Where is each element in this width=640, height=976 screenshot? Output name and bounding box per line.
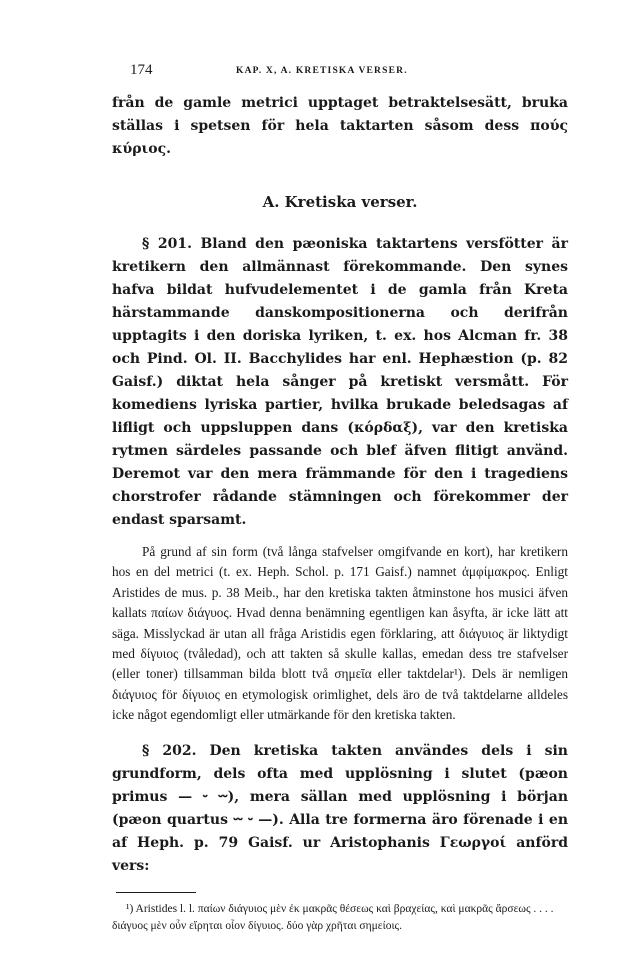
running-title: KAP. X, A. KRETISKA VERSER.	[236, 66, 408, 76]
note-201: På grund af sin form (två långa stafvelser omgifvande en kort), har kretikern hos en del metrici (t. ex. Heph. Schol. p. 171 Gaisf.) namnet ἀμφίμακρος. Enligt Aristides de mus. p. 38 Meib., har den kretiska takten åtminstone hos musici äfven kallats παίων διάγυος. Hvad denna benämning egentligen kan åsyfta, är icke lätt att säga. Misslyckad är utan all fråga Aristidis egen förklaring, att διάγυιος är liktydigt med δίγυιος (tvåledad), och att takten så skulle kallas, emedan dess tre stafvelser (eller toner) tillsamman bilda blott två σημεῖα eller taktdelar¹). Dels är nemligen διάγυιος för δίγυιος en etymologisk orimlighet, dels äro de två taktdelarne alldeles icke något egendomligt eller utmärkande för den kretiska takten.	[112, 544, 568, 723]
footnote-rule	[116, 892, 196, 893]
running-head	[112, 62, 568, 84]
page-number: 174	[130, 62, 153, 78]
paragraph-202: § 202. Den kretiska takten användes dels i sin grundform, dels ofta med upplösning i slutet (pæon primus — ⏑ ⏑⏑), mera sällan med upplösning i början (pæon quartus ⏑⏑ ⏑ —). Alla tre formerna äro förenade i en af Heph. p. 79 Gaisf. ur Aristophanis Γεωργοί anförd vers:	[112, 742, 568, 874]
footnote: ¹) Aristides l. l. παίων διάγυιος μὲν ἐκ μακρᾶς θέσεως καὶ βραχείας, καὶ μακρᾶς ἄρσεως . . . . διάγυος μὲν οὖν εἴρηται οἷον δίγυιος. δύο γὰρ χρῆται σημείοις.	[112, 902, 554, 932]
intro-paragraph: från de gamle metrici upptaget betraktelsesätt, bruka ställas i spetsen för hela taktarten såsom dess πούς κύριος.	[112, 95, 568, 157]
section-heading: A. Kretiska verser.	[262, 193, 418, 211]
page	[112, 62, 568, 935]
paragraph-201: § 201. Bland den pæoniska taktartens versfötter är kretikern den allmännast förekommande. Den synes hafva bildat hufvudelementet i de gamla från Kreta härstammande danskompositionerna och derifrån upptagits i den doriska lyriken, t. ex. hos Alcman fr. 38 och Pind. Ol. II. Bacchylides har enl. Hephæstion (p. 82 Gaisf.) diktat hela sånger på kretiskt versmått. För komediens lyriska partier, hvilka brukade beledsagas af lifligt och uppsluppen dans (κόρδαξ), var den kretiska rytmen särdeles passande och blef äfven flitigt använd. Deremot var den mera främmande för den i tragediens chorstrofer rådande stämningen och förekommer der endast sparsamt.	[112, 236, 568, 528]
